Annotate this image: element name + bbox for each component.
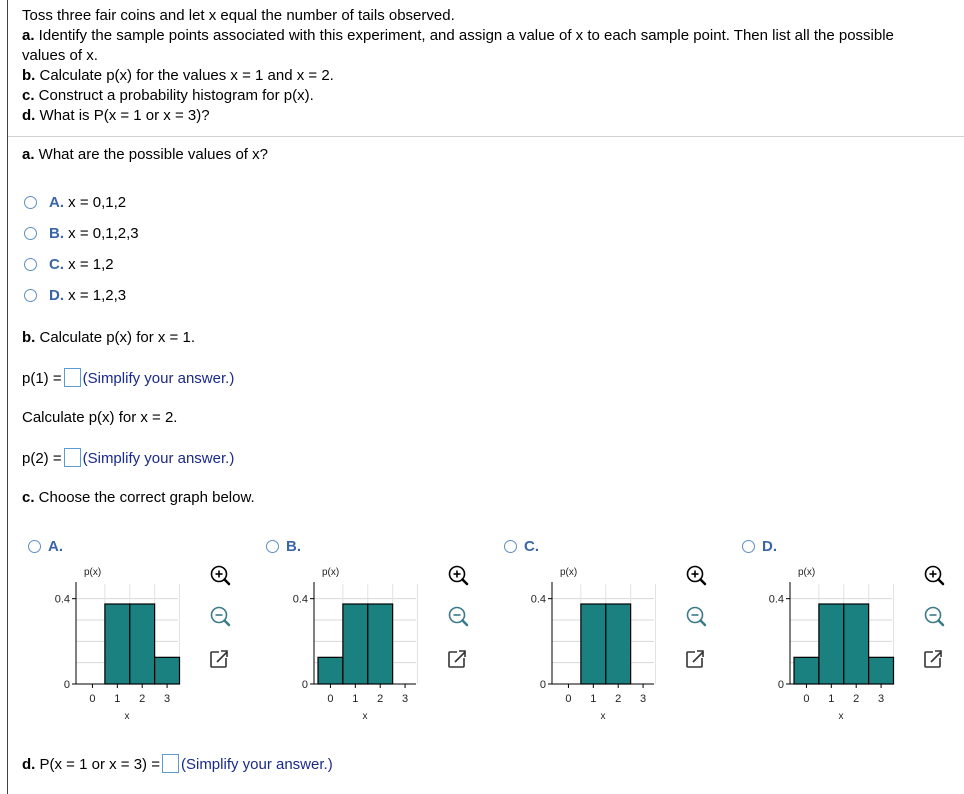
histogram-a: [46, 560, 246, 730]
zoom-out-handle: [225, 621, 230, 626]
zoom-out-icon: [688, 608, 706, 626]
bar-x1: [343, 604, 368, 684]
zoom-in-handle: [701, 580, 706, 585]
x-axis-label: x: [362, 711, 368, 722]
x-tick-label: 2: [853, 693, 860, 705]
x-tick-label: 1: [828, 693, 835, 705]
zoom-in-icon: [688, 567, 706, 585]
zoom-out-handle: [701, 621, 706, 626]
y-axis-label: p(x): [560, 567, 578, 578]
divider: [8, 136, 964, 137]
x-axis-label: x: [838, 711, 844, 722]
bar-x2: [606, 604, 631, 684]
zoom-out-icon: [926, 608, 944, 626]
radio-button[interactable]: [24, 289, 37, 302]
x-tick-label: 0: [803, 693, 810, 705]
problem-part-b: b. Calculate p(x) for the values x = 1 and x = 2.: [22, 67, 334, 84]
bar-x2: [130, 604, 155, 684]
p1-answer-input[interactable]: [64, 368, 81, 387]
p2-row: p(2) = (Simplify your answer.): [22, 450, 235, 467]
x-tick-label: 3: [640, 693, 647, 705]
histogram-d: [760, 560, 960, 730]
p1-row: p(1) = (Simplify your answer.): [22, 370, 235, 387]
zoom-out-handle: [939, 621, 944, 626]
radio-button[interactable]: [24, 196, 37, 209]
radio-button[interactable]: [266, 540, 279, 553]
y-axis-label: p(x): [322, 567, 340, 578]
y-axis-label: p(x): [798, 567, 816, 578]
zoom-in-handle: [939, 580, 944, 585]
x-tick-label: 1: [352, 693, 359, 705]
left-border: [7, 0, 8, 794]
x-tick-label: 0: [327, 693, 334, 705]
question-a-prompt: a. What are the possible values of x?: [22, 146, 268, 163]
radio-button[interactable]: [24, 258, 37, 271]
question-c-prompt: c. Choose the correct graph below.: [22, 489, 255, 506]
y-tick-label: 0.4: [292, 593, 308, 606]
histogram-b: [284, 560, 484, 730]
x-tick-label: 3: [164, 693, 171, 705]
x-tick-label: 0: [89, 693, 96, 705]
p2-answer-input[interactable]: [64, 448, 81, 467]
radio-button[interactable]: [28, 540, 41, 553]
zoom-in-handle: [463, 580, 468, 585]
bar-x0: [318, 657, 343, 684]
x-tick-label: 2: [139, 693, 146, 705]
new-window-icon: [211, 649, 228, 667]
x-tick-label: 2: [615, 693, 622, 705]
problem-part-a: a. Identify the sample points associated with this experiment, and assign a value of x to each sample point. Then list all the possible: [22, 27, 894, 44]
x-tick-label: 2: [377, 693, 384, 705]
x-tick-label: 3: [878, 693, 885, 705]
zoom-out-icon: [212, 608, 230, 626]
y-tick-label: 0.4: [54, 593, 70, 606]
problem-part-a-cont: values of x.: [22, 47, 98, 64]
y-tick-label: 0: [301, 679, 308, 691]
x-tick-label: 1: [590, 693, 597, 705]
new-window-icon: [925, 649, 942, 667]
y-tick-label: 0.4: [768, 593, 784, 606]
new-window-icon: [449, 649, 466, 667]
y-tick-label: 0: [539, 679, 546, 691]
y-axis-label: p(x): [84, 567, 102, 578]
problem-intro: Toss three fair coins and let x equal the number of tails observed.: [22, 7, 455, 24]
pd-answer-input[interactable]: [162, 754, 179, 773]
x-axis-label: x: [124, 711, 130, 722]
bar-x0: [794, 657, 819, 684]
y-tick-label: 0: [63, 679, 70, 691]
problem-part-d: d. What is P(x = 1 or x = 3)?: [22, 107, 210, 124]
zoom-out-handle: [463, 621, 468, 626]
question-d-row: d. P(x = 1 or x = 3) = (Simplify your answer.): [22, 756, 333, 773]
zoom-in-icon: [212, 567, 230, 585]
x-tick-label: 0: [565, 693, 572, 705]
radio-button[interactable]: [24, 227, 37, 240]
new-window-icon: [687, 649, 704, 667]
question-b-prompt2: Calculate p(x) for x = 2.: [22, 409, 178, 426]
bar-x1: [819, 604, 844, 684]
zoom-in-icon: [926, 567, 944, 585]
bar-x1: [105, 604, 130, 684]
radio-button[interactable]: [504, 540, 517, 553]
bar-x2: [844, 604, 869, 684]
y-tick-label: 0: [777, 679, 784, 691]
zoom-in-icon: [450, 567, 468, 585]
zoom-out-icon: [450, 608, 468, 626]
bar-x1: [581, 604, 606, 684]
x-axis-label: x: [600, 711, 606, 722]
y-tick-label: 0.4: [530, 593, 546, 606]
radio-button[interactable]: [742, 540, 755, 553]
bar-x3: [155, 657, 180, 684]
question-b-prompt: b. Calculate p(x) for x = 1.: [22, 329, 195, 346]
bar-x2: [368, 604, 393, 684]
histogram-c: [522, 560, 722, 730]
bar-x3: [869, 657, 894, 684]
zoom-in-handle: [225, 580, 230, 585]
problem-part-c: c. Construct a probability histogram for p(x).: [22, 87, 314, 104]
x-tick-label: 1: [114, 693, 121, 705]
x-tick-label: 3: [402, 693, 409, 705]
